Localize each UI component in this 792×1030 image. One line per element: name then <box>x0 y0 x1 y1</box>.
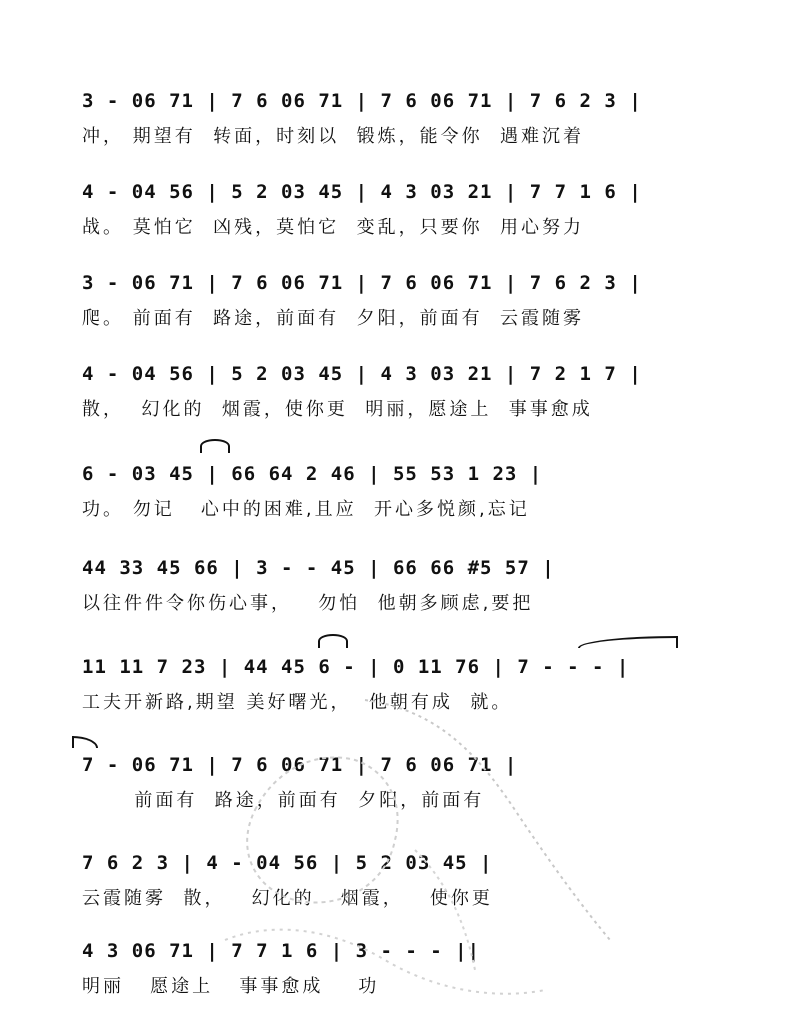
lyrics-line: 以往件件令你伤心事， 勿怕 他朝多顾虑,要把 <box>82 593 534 614</box>
lyrics-line: 云霞随雾 散， 幻化的 烟霞， 使你更 <box>82 888 493 909</box>
notation-line: 4 - 04 56 | 5 2 03 45 | 4 3 03 21 | 7 7 1 6 | <box>82 181 642 203</box>
score-system <box>0 752 792 844</box>
lyrics-line: 战。 莫怕它 凶残，莫怕它 变乱，只要你 用心努力 <box>82 217 585 238</box>
slur-mark <box>318 634 348 648</box>
notation-line: 11 11 7 23 | 44 45 6 - | 0 11 76 | 7 - - - | <box>82 656 630 678</box>
score-system <box>0 179 792 271</box>
lyrics-line: 冲， 期望有 转面，时刻以 锻炼，能令你 遇难沉着 <box>82 126 585 147</box>
score-system <box>0 270 792 362</box>
notation-line: 3 - 06 71 | 7 6 06 71 | 7 6 06 71 | 7 6 2 3 | <box>82 272 642 294</box>
notation-line: 3 - 06 71 | 7 6 06 71 | 7 6 06 71 | 7 6 2 3 | <box>82 90 642 112</box>
score-system <box>0 461 792 553</box>
lyrics-line: 散， 幻化的 烟霞，使你更 明丽，愿途上 事事愈成 <box>82 399 593 420</box>
lyrics-line: 功。 勿记 心中的困难,且应 开心多悦颜,忘记 <box>82 499 530 520</box>
lyrics-line: 前面有 路途，前面有 夕阳，前面有 <box>82 790 485 811</box>
lyrics-line: 爬。 前面有 路途，前面有 夕阳，前面有 云霞随雾 <box>82 308 585 329</box>
notation-line: 4 - 04 56 | 5 2 03 45 | 4 3 03 21 | 7 2 1 7 | <box>82 363 642 385</box>
slur-mark <box>200 439 230 453</box>
score-system <box>0 361 792 453</box>
lyrics-line: 工夫开新路,期望 美好曙光， 他朝有成 就。 <box>82 692 513 713</box>
notation-line: 44 33 45 66 | 3 - - 45 | 66 66 #5 57 | <box>82 557 555 579</box>
score-system <box>0 555 792 647</box>
notation-line: 7 - 06 71 | 7 6 06 71 | 7 6 06 71 | <box>82 754 518 776</box>
score-system <box>0 654 792 746</box>
notation-line: 4 3 06 71 | 7 7 1 6 | 3 - - - || <box>82 940 481 962</box>
score-system <box>0 938 792 1030</box>
notation-line: 6 - 03 45 | 66 64 2 46 | 55 53 1 23 | <box>82 463 543 485</box>
notation-line: 7 6 2 3 | 4 - 04 56 | 5 2 03 45 | <box>82 852 493 874</box>
score-system <box>0 88 792 180</box>
score-system <box>0 850 792 942</box>
lyrics-line: 明丽 愿途上 事事愈成 功 <box>82 976 380 997</box>
